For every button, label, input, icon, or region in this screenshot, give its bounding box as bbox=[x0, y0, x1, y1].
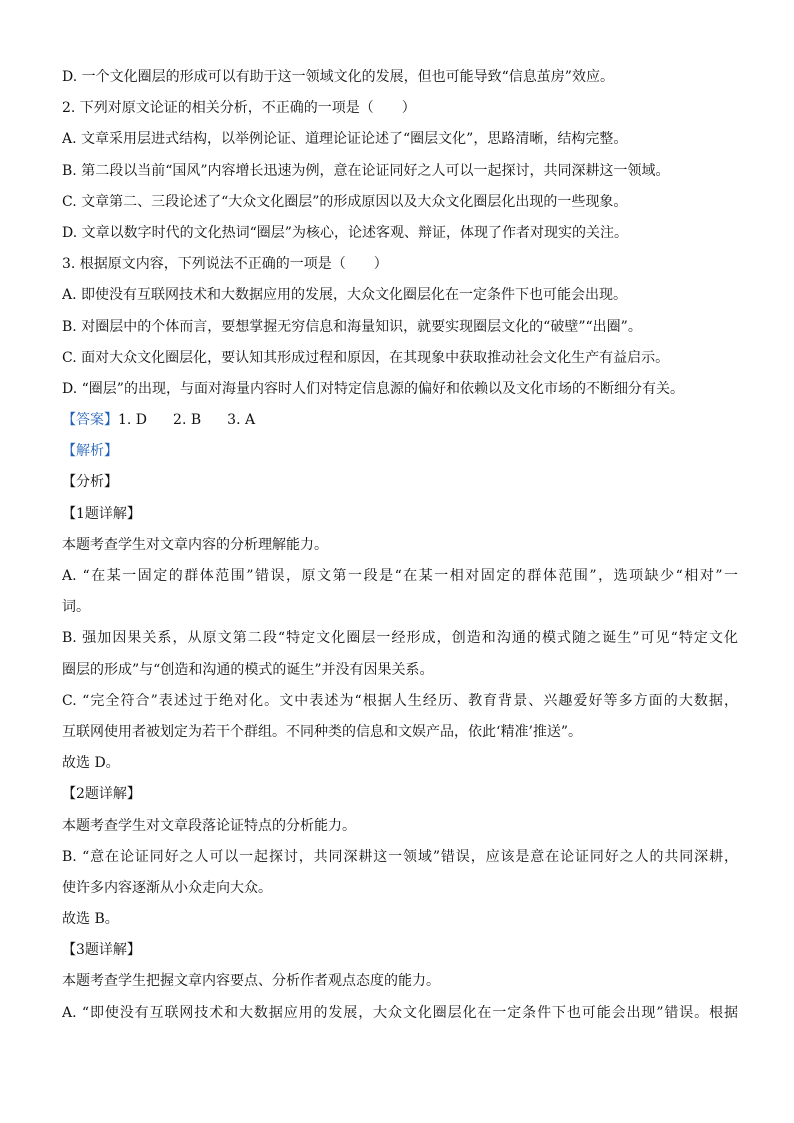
answer-item: 1. D bbox=[118, 412, 148, 429]
answer-item: 2. B bbox=[173, 412, 202, 429]
option-line: C. 面对大众文化圈层化，要认知其形成过程和原因，在其现象中获取推动社会文化生产有益启示。 bbox=[62, 349, 670, 366]
answer-item: 3. A bbox=[227, 412, 256, 429]
paragraph-line: 互联网使用者被划定为若干个群组。不同种类的信息和文娱产品，依此‘精准’推送”。 bbox=[62, 723, 583, 740]
paragraph-line: B. 强加因果关系，从原文第二段“特定文化圈层一经形成，创造和沟通的模式随之诞生”可见“特定文化 bbox=[62, 630, 738, 647]
paragraph-line: 圈层的形成”与“创造和沟通的模式的诞生”并没有因果关系。 bbox=[62, 661, 434, 678]
conclusion-line: 故选 D。 bbox=[62, 755, 120, 772]
paragraph-line: 词。 bbox=[62, 599, 90, 616]
section-heading: 【1题详解】 bbox=[62, 505, 141, 522]
answer-tag: 【答案】 bbox=[62, 412, 118, 429]
paragraph-line: B. “意在论证同好之人可以一起探讨，共同深耕这一领域”错误，应该是意在论证同好之人的共同深耕， bbox=[62, 848, 738, 865]
option-line: A. 文章采用层进式结构，以举例论证、道理论证论述了“圈层文化”，思路清晰，结构完整。 bbox=[62, 131, 628, 148]
option-line: B. 对圈层中的个体而言，要想掌握无穷信息和海量知识，就要实现圈层文化的“破壁”“出圈”。 bbox=[62, 318, 642, 335]
option-line: A. 即使没有互联网技术和大数据应用的发展，大众文化圈层化在一定条件下也可能会出现。 bbox=[62, 287, 628, 304]
paragraph-line: A. “在某一固定的群体范围”错误，原文第一段是“在某一相对固定的群体范围”，选项缺少“相对”一 bbox=[62, 568, 738, 584]
paragraph-line: C. “完全符合”表述过于绝对化。文中表述为“根据人生经历、教育背景、兴趣爱好等多方面的大数据， bbox=[62, 692, 738, 709]
option-line: B. 第二段以当前“国风”内容增长迅速为例，意在论证同好之人可以一起探讨，共同深耕这一领域。 bbox=[62, 162, 670, 179]
question-stem: 2. 下列对原文论证的相关分析，不正确的一项是（ ） bbox=[62, 100, 416, 117]
section-heading: 【分析】 bbox=[62, 474, 118, 491]
paragraph-line: 本题考查学生对文章段落论证特点的分析能力。 bbox=[62, 817, 356, 834]
analysis-tag: 【解析】 bbox=[62, 443, 118, 460]
option-line: D. 文章以数字时代的文化热词“圈层”为核心，论述客观、辩证，体现了作者对现实的关注。 bbox=[62, 224, 628, 241]
paragraph-line: 本题考查学生把握文章内容要点、分析作者观点态度的能力。 bbox=[62, 973, 440, 990]
answer-line bbox=[62, 405, 738, 436]
option-line: D. “圈层”的出现，与面对海量内容时人们对特定信息源的偏好和依赖以及文化市场的不断细分有关。 bbox=[62, 380, 684, 397]
conclusion-line: 故选 B。 bbox=[62, 911, 119, 928]
section-heading: 【3题详解】 bbox=[62, 942, 141, 959]
option-line: D. 一个文化圈层的形成可以有助于这一领域文化的发展，但也可能导致“信息茧房”效应。 bbox=[62, 69, 614, 85]
section-heading: 【2题详解】 bbox=[62, 786, 141, 803]
paragraph-line: 本题考查学生对文章内容的分析理解能力。 bbox=[62, 536, 328, 553]
document-page bbox=[62, 62, 738, 1029]
option-line: C. 文章第二、三段论述了“大众文化圈层”的形成原因以及大众文化圈层化出现的一些现象。 bbox=[62, 193, 628, 210]
question-stem: 3. 根据原文内容，下列说法不正确的一项是（ ） bbox=[62, 256, 388, 273]
paragraph-line: A. “即使没有互联网技术和大数据应用的发展，大众文化圈层化在一定条件下也可能会出现”错误。根据 bbox=[62, 1004, 738, 1021]
paragraph-line: 使许多内容逐渐从小众走向大众。 bbox=[62, 879, 272, 896]
